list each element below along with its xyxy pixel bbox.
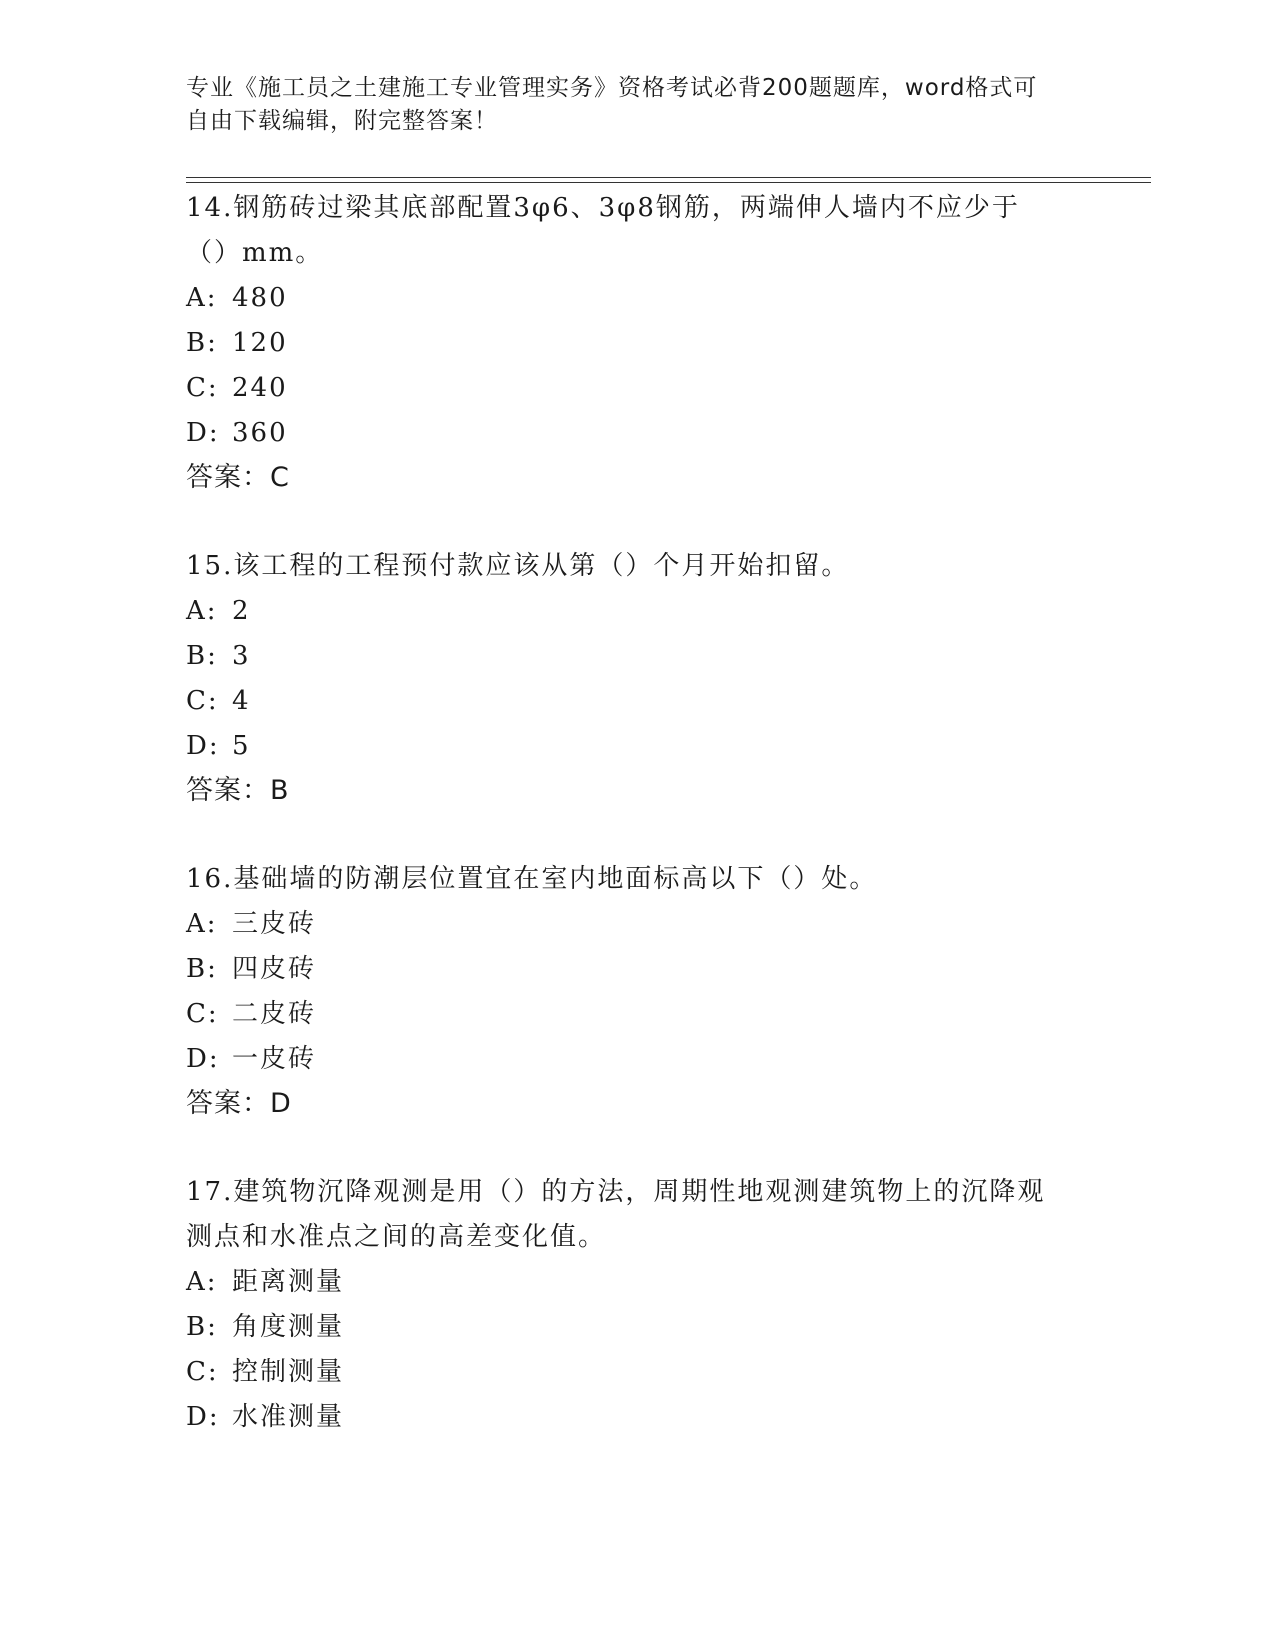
option-key: D: (186, 418, 220, 448)
question-line: 14.钢筋砖过梁其底部配置3φ6、3φ8钢筋，两端伸人墙内不应少于 (186, 193, 1020, 223)
answer-line: 答案：B (186, 775, 290, 806)
question-14 (186, 186, 1086, 500)
option-b (186, 634, 1086, 679)
option-key: C: (186, 686, 219, 716)
option-key: B: (186, 641, 218, 671)
question-text (186, 544, 1086, 589)
option-a (186, 589, 1086, 634)
option-text: 水准测量 (232, 1402, 345, 1432)
option-key: B: (186, 954, 218, 984)
option-d (186, 1395, 1086, 1440)
option-c (186, 679, 1086, 724)
option-a (186, 1260, 1086, 1305)
question-16 (186, 857, 1086, 1126)
question-line: （）mm。 (186, 238, 324, 268)
option-text: 二皮砖 (232, 999, 317, 1029)
option-key: D: (186, 1402, 220, 1432)
option-key: D: (186, 731, 220, 761)
option-text: 4 (232, 686, 251, 716)
option-b (186, 321, 1086, 366)
answer-line: 答案：D (186, 1088, 292, 1119)
option-text: 距离测量 (232, 1267, 345, 1297)
option-key: C: (186, 373, 219, 403)
option-d (186, 724, 1086, 769)
option-text: 三皮砖 (232, 909, 317, 939)
option-text: 控制测量 (232, 1357, 345, 1387)
option-a (186, 276, 1086, 321)
option-key: B: (186, 328, 218, 358)
question-text (186, 857, 1086, 902)
option-c (186, 992, 1086, 1037)
option-key: C: (186, 1357, 219, 1387)
option-c (186, 366, 1086, 411)
question-17 (186, 1170, 1086, 1440)
header-rule-bottom (186, 182, 1151, 183)
question-line: 17.建筑物沉降观测是用（）的方法，周期性地观测建筑物上的沉降观 (186, 1177, 1046, 1207)
option-key: C: (186, 999, 219, 1029)
option-d (186, 411, 1086, 456)
option-c (186, 1350, 1086, 1395)
question-text (186, 1170, 1086, 1260)
option-text: 角度测量 (232, 1312, 345, 1342)
option-text: 2 (232, 596, 251, 626)
option-text: 3 (232, 641, 251, 671)
question-line: 测点和水准点之间的高差变化值。 (186, 1222, 607, 1252)
option-d (186, 1037, 1086, 1082)
option-b (186, 1305, 1086, 1350)
option-b (186, 947, 1086, 992)
document-header (186, 72, 1086, 138)
question-list (186, 186, 1086, 1484)
option-text: 四皮砖 (232, 954, 317, 984)
option-key: A: (186, 283, 218, 313)
option-text: 480 (232, 283, 288, 313)
option-key: A: (186, 1267, 218, 1297)
option-text: 240 (232, 373, 288, 403)
option-text: 360 (232, 418, 288, 448)
header-rule-top (186, 177, 1151, 178)
question-line: 16.基础墙的防潮层位置宜在室内地面标高以下（）处。 (186, 864, 878, 894)
answer-line: 答案：C (186, 462, 290, 493)
option-key: A: (186, 909, 218, 939)
option-key: A: (186, 596, 218, 626)
option-text: 120 (232, 328, 288, 358)
option-a (186, 902, 1086, 947)
question-line: 15.该工程的工程预付款应该从第（）个月开始扣留。 (186, 551, 850, 581)
question-text (186, 186, 1086, 276)
option-key: B: (186, 1312, 218, 1342)
header-line-1: 专业《施工员之土建施工专业管理实务》资格考试必背200题题库，word格式可 (186, 75, 1038, 101)
header-line-2: 自由下载编辑，附完整答案！ (186, 108, 498, 134)
option-text: 一皮砖 (232, 1044, 317, 1074)
option-text: 5 (232, 731, 251, 761)
question-15 (186, 544, 1086, 813)
option-key: D: (186, 1044, 220, 1074)
